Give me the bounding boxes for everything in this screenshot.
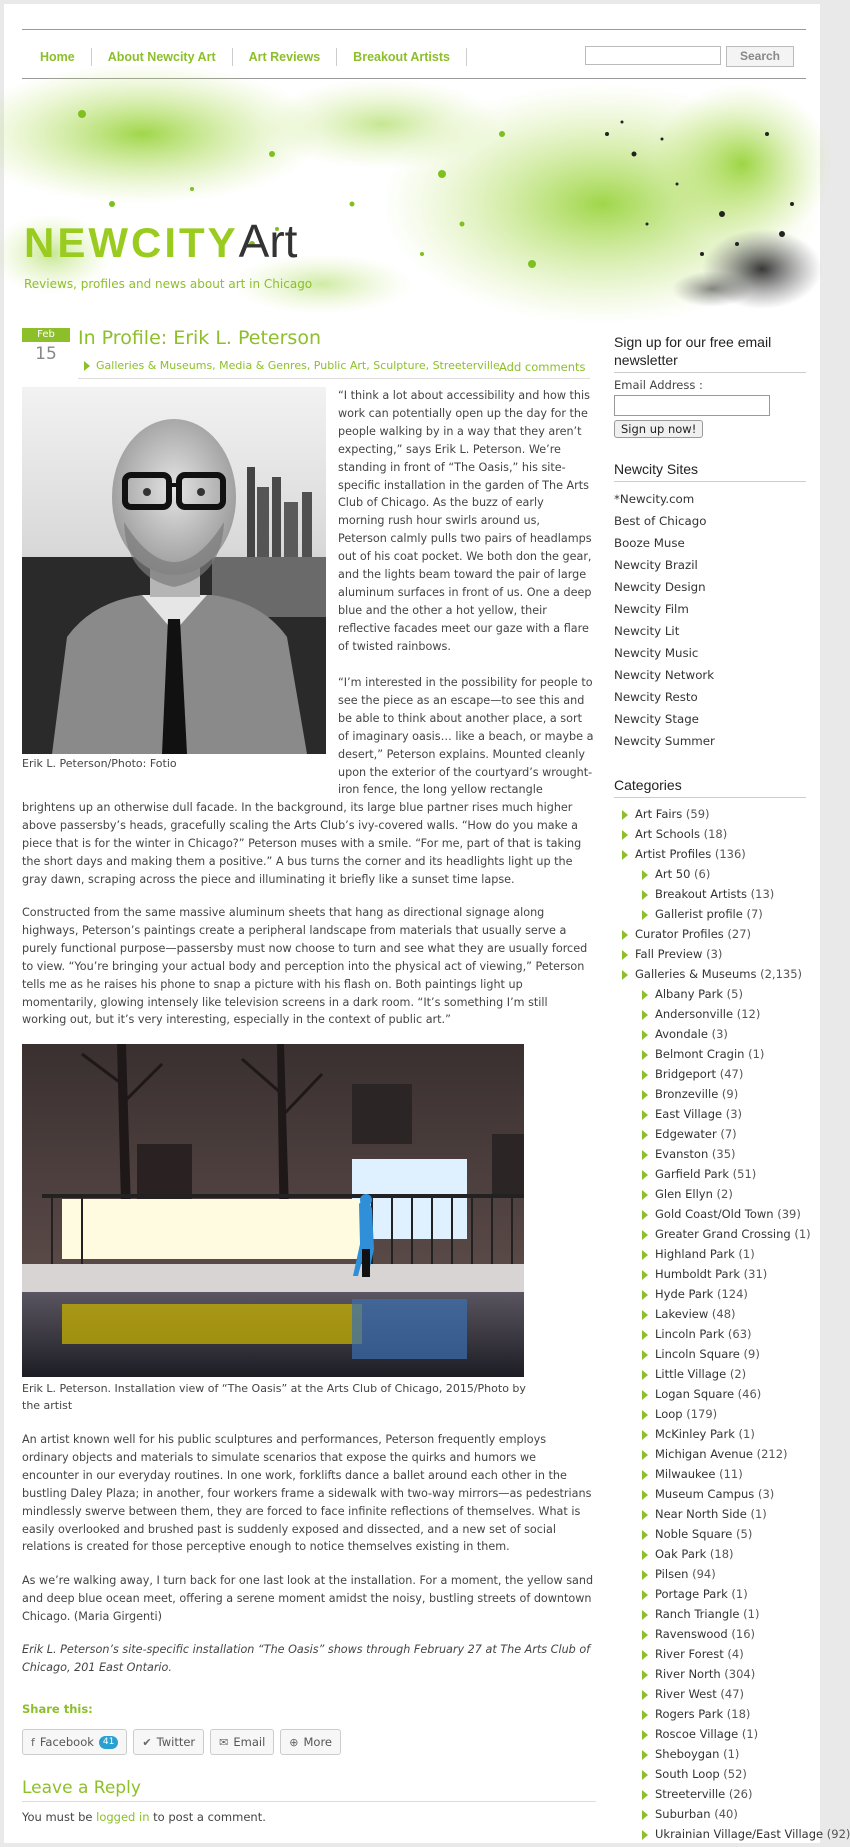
- category-count: (7): [716, 1127, 737, 1141]
- category-arrow-icon: [642, 1030, 648, 1040]
- share-buttons: [22, 1729, 341, 1755]
- category-item[interactable]: [614, 1384, 806, 1404]
- category-item[interactable]: [614, 1444, 806, 1464]
- category-name[interactable]: Art Schools: [635, 827, 700, 841]
- category-count: (16): [727, 1627, 755, 1641]
- category-item[interactable]: [614, 1404, 806, 1424]
- search-button[interactable]: Search: [726, 46, 794, 67]
- category-arrow-icon: [642, 1530, 648, 1540]
- category-name[interactable]: Edgewater: [655, 1127, 717, 1141]
- category-arrow-icon: [642, 1190, 648, 1200]
- category-arrow-icon: [642, 990, 648, 1000]
- site-link[interactable]: Newcity Music: [614, 646, 699, 660]
- site-link[interactable]: *Newcity.com: [614, 492, 695, 506]
- category-name[interactable]: Bridgeport: [655, 1067, 717, 1081]
- site-link[interactable]: Booze Muse: [614, 536, 685, 550]
- category-arrow-icon: [642, 1250, 648, 1260]
- category-name[interactable]: Near North Side: [655, 1507, 747, 1521]
- category-item[interactable]: [614, 1004, 806, 1024]
- category-arrow-icon: [642, 1110, 648, 1120]
- category-arrow-icon: [642, 1610, 648, 1620]
- category-count: (1): [744, 1047, 765, 1061]
- category-arrow-icon: [622, 830, 628, 840]
- category-count: (40): [710, 1807, 738, 1821]
- category-name[interactable]: Noble Square: [655, 1527, 733, 1541]
- category-count: (92): [823, 1827, 850, 1841]
- category-name[interactable]: River North: [655, 1667, 721, 1681]
- category-arrow-icon: [622, 950, 628, 960]
- paragraph-2-wrap: “I’m interested in the possibility for people to see the piece as an escape—to see this and be able to think about another place, a sort of imaginary oasis… like a beach, or maybe a desert,” Peterson explains. Mounted cleanly upon the exterior of the courtyard’s wrought-iron fence, the long yellow rectangle: [338, 676, 594, 797]
- category-name[interactable]: Fall Preview: [635, 947, 703, 961]
- category-arrow-icon: [642, 1490, 648, 1500]
- facebook-icon: f: [31, 1735, 35, 1749]
- newcity-sites: [614, 460, 806, 752]
- category-count: (9): [718, 1087, 739, 1101]
- category-arrow-icon: [642, 1370, 648, 1380]
- twitter-icon: ✔: [142, 1735, 152, 1749]
- category-count: (304): [720, 1667, 756, 1681]
- category-name[interactable]: Roscoe Village: [655, 1727, 739, 1741]
- category-count: (46): [734, 1387, 762, 1401]
- category-arrow-icon: [84, 361, 90, 371]
- login-link[interactable]: logged in: [96, 1810, 150, 1824]
- category-item[interactable]: [614, 1264, 806, 1284]
- category-count: (11): [715, 1467, 743, 1481]
- logo-art: Art: [238, 215, 298, 267]
- category-arrow-icon: [642, 1710, 648, 1720]
- category-arrow-icon: [642, 1590, 648, 1600]
- sites-list: [614, 488, 806, 752]
- portrait-caption: Erik L. Peterson/Photo: Fotio: [22, 757, 177, 770]
- category-arrow-icon: [642, 1470, 648, 1480]
- signup-button[interactable]: Sign up now!: [614, 420, 703, 438]
- category-name[interactable]: Art Fairs: [635, 807, 683, 821]
- site-link[interactable]: Newcity Resto: [614, 690, 698, 704]
- category-count: (1): [727, 1587, 748, 1601]
- email-icon: ✉: [219, 1735, 229, 1749]
- category-name[interactable]: Sheboygan: [655, 1747, 720, 1761]
- category-count: (5): [723, 987, 743, 1001]
- share-label: Share this:: [22, 1702, 93, 1716]
- category-arrow-icon: [642, 1050, 648, 1060]
- share-more-icon: ⊕: [289, 1735, 299, 1749]
- category-item[interactable]: [614, 904, 806, 924]
- category-item[interactable]: [614, 1164, 806, 1184]
- paragraph-1: “I think a lot about accessibility and how this work can potentially open up the day for the people walking by in a way that they aren’t expecting,” says Erik L. Peterson. We’re standing in front of “The Oasis,” his site-specific installation in the garden of The Arts Club of Chicago. As the buzz of early morning rush hour swirls around us, Peterson calmly pulls two pairs of headlamps out of his coat pocket. We both don the gear, and the lights beam toward the pair of large aluminum surfaces in front of us. One a deep blue and the other a hot yellow, their reflective facades meet our gaze with a flare of twisted rainbows.: [338, 389, 592, 653]
- category-item[interactable]: [614, 944, 806, 964]
- category-item[interactable]: [614, 1464, 806, 1484]
- category-arrow-icon: [642, 1210, 648, 1220]
- category-count: (179): [682, 1407, 718, 1421]
- category-item[interactable]: [614, 1684, 806, 1704]
- category-count: (47): [716, 1687, 744, 1701]
- category-count: (3): [754, 1487, 775, 1501]
- share-twitter-button[interactable]: [133, 1729, 204, 1755]
- category-count: (3): [702, 947, 723, 961]
- category-name[interactable]: Streeterville: [655, 1787, 726, 1801]
- category-item[interactable]: [614, 864, 806, 884]
- category-arrow-icon: [642, 1390, 648, 1400]
- facebook-label: Facebook: [39, 1735, 94, 1749]
- category-item[interactable]: [614, 824, 806, 844]
- category-count: (59): [682, 807, 710, 821]
- category-item[interactable]: [614, 1704, 806, 1724]
- category-arrow-icon: [642, 1690, 648, 1700]
- category-name[interactable]: Portage Park: [655, 1587, 728, 1601]
- paragraph-2-full: brightens up an otherwise dull facade. In the background, its large blue partner rises much higher above passersby’s heads, gracefully scaling the Arts Club’s ivy-covered walls. “How do you make a piece that is for the winter in Chicago?” Peterson muses with a smile. “For me, part of that is taking the short days and making them a positive.” A bus turns the corner and its headlights light up the gray dawn, scraping across the piece and illuminating it briefly like a sunset time lapse.: [22, 801, 582, 886]
- category-name[interactable]: South Loop: [655, 1767, 720, 1781]
- category-item[interactable]: [614, 1244, 806, 1264]
- category-count: (1): [790, 1227, 811, 1241]
- category-item[interactable]: [614, 924, 806, 944]
- paragraph-3: Constructed from the same massive aluminum sheets that hang as directional signage along highways, Peterson’s paintings create a peripheral landscape from materials that usually serve a purely functional purpose—passersby must now choose to turn and see what they are usually forced to view. “You’re bringing your actual body and perception into the physical act of viewing,” Peterson tells me as he raises his phone to snap a picture with his flash on. Both paintings light up momentarily, glowing intensely like television screens in a dark room. “It’s something I’m still working out, but it’s very interesting, especially in the context of public art.”: [22, 906, 588, 1027]
- category-item[interactable]: [614, 1524, 806, 1544]
- post-title[interactable]: In Profile: Erik L. Peterson: [78, 327, 321, 349]
- reply-text-before: You must be: [22, 1810, 97, 1824]
- category-arrow-icon: [642, 1750, 648, 1760]
- category-item[interactable]: [614, 1304, 806, 1324]
- category-name[interactable]: Little Village: [655, 1367, 727, 1381]
- category-item[interactable]: [614, 1664, 806, 1684]
- category-name[interactable]: Hyde Park: [655, 1287, 714, 1301]
- category-name[interactable]: Curator Profiles: [635, 927, 724, 941]
- category-name[interactable]: Bronzeville: [655, 1087, 719, 1101]
- category-name[interactable]: Artist Profiles: [635, 847, 712, 861]
- share-facebook-button[interactable]: [22, 1729, 127, 1755]
- category-count: (1): [734, 1247, 755, 1261]
- category-item[interactable]: [614, 1504, 806, 1524]
- newsletter-heading: Sign up for our free email newsletter: [614, 333, 806, 373]
- category-arrow-icon: [642, 1810, 648, 1820]
- category-name[interactable]: Lakeview: [655, 1307, 709, 1321]
- post-day: 15: [35, 344, 57, 364]
- category-arrow-icon: [642, 1150, 648, 1160]
- category-item[interactable]: [614, 1064, 806, 1084]
- category-count: (47): [716, 1067, 744, 1081]
- category-name[interactable]: Logan Square: [655, 1387, 735, 1401]
- category-arrow-icon: [642, 1090, 648, 1100]
- category-count: (3): [722, 1107, 743, 1121]
- category-item[interactable]: [614, 1564, 806, 1584]
- category-arrow-icon: [622, 810, 628, 820]
- category-count: (39): [773, 1207, 801, 1221]
- category-name[interactable]: Belmont Cragin: [655, 1047, 745, 1061]
- category-name[interactable]: Breakout Artists: [655, 887, 748, 901]
- twitter-label: Twitter: [156, 1735, 196, 1749]
- category-name[interactable]: Museum Campus: [655, 1487, 755, 1501]
- category-count: (63): [724, 1327, 752, 1341]
- nav-about[interactable]: About Newcity Art: [92, 48, 233, 66]
- category-arrow-icon: [642, 910, 648, 920]
- category-item[interactable]: [614, 1644, 806, 1664]
- post-categories-text[interactable]: Galleries & Museums, Media & Genres, Public Art, Sculpture, Streeterville: [96, 359, 500, 372]
- category-name[interactable]: Andersonville: [655, 1007, 734, 1021]
- top-divider: [22, 29, 806, 30]
- share-more-button[interactable]: [280, 1729, 341, 1755]
- nav-breakout-artists[interactable]: Breakout Artists: [337, 48, 467, 66]
- category-item[interactable]: [614, 1484, 806, 1504]
- category-count: (12): [733, 1007, 761, 1021]
- email-label: Email Address :: [614, 378, 703, 392]
- sites-heading: Newcity Sites: [614, 460, 806, 482]
- category-name[interactable]: Loop: [655, 1407, 683, 1421]
- category-item[interactable]: [614, 804, 806, 824]
- category-item[interactable]: [614, 1184, 806, 1204]
- category-count: (31): [740, 1267, 768, 1281]
- category-item[interactable]: [614, 1024, 806, 1044]
- category-count: (52): [719, 1767, 747, 1781]
- add-comments-link[interactable]: Add comments: [499, 360, 586, 374]
- category-count: (9): [739, 1347, 760, 1361]
- category-arrow-icon: [622, 970, 628, 980]
- category-count: (2,135): [756, 967, 803, 981]
- category-item[interactable]: [614, 1044, 806, 1064]
- category-name[interactable]: Albany Park: [655, 987, 724, 1001]
- category-arrow-icon: [642, 1010, 648, 1020]
- category-arrow-icon: [642, 1290, 648, 1300]
- category-count: (212): [752, 1447, 788, 1461]
- site-link[interactable]: Newcity Brazil: [614, 558, 698, 572]
- category-item[interactable]: [614, 1364, 806, 1384]
- category-arrow-icon: [642, 1830, 648, 1840]
- category-arrow-icon: [642, 1130, 648, 1140]
- category-count: (5): [732, 1527, 753, 1541]
- category-count: (27): [723, 927, 752, 941]
- category-count: (18): [723, 1707, 751, 1721]
- search-input[interactable]: [585, 46, 721, 65]
- page: [4, 4, 850, 1843]
- site-link[interactable]: Newcity Summer: [614, 734, 715, 748]
- category-count: (6): [690, 867, 711, 881]
- category-item[interactable]: [614, 1324, 806, 1344]
- category-item[interactable]: [614, 1144, 806, 1164]
- category-name[interactable]: Rogers Park: [655, 1707, 724, 1721]
- category-name[interactable]: Garfield Park: [655, 1167, 730, 1181]
- email-label: Email: [233, 1735, 266, 1749]
- category-name[interactable]: Gold Coast/Old Town: [655, 1207, 774, 1221]
- category-name[interactable]: McKinley Park: [655, 1427, 735, 1441]
- post-date: [22, 328, 70, 366]
- category-name[interactable]: Gallerist profile: [655, 907, 743, 921]
- site-link[interactable]: Best of Chicago: [614, 514, 707, 528]
- category-name[interactable]: Suburban: [655, 1807, 711, 1821]
- site-tagline: Reviews, profiles and news about art in Chicago: [24, 277, 313, 291]
- logo-newcity: NEWCITY: [24, 219, 239, 266]
- reply-text-after: to post a comment.: [149, 1810, 266, 1824]
- category-name[interactable]: Ravenswood: [655, 1627, 728, 1641]
- installation-caption: Erik L. Peterson. Installation view of “The Oasis” at the Arts Club of Chicago, 2015/Photo by the artist: [22, 1382, 526, 1412]
- category-count: (48): [708, 1307, 736, 1321]
- facebook-count: 41: [99, 1736, 118, 1749]
- category-count: (1): [738, 1727, 759, 1741]
- category-item[interactable]: [614, 844, 806, 864]
- sidebar: [614, 333, 850, 1844]
- category-arrow-icon: [642, 1070, 648, 1080]
- category-count: (1): [739, 1607, 760, 1621]
- header-paint-splatter: [22, 94, 806, 304]
- nav-art-reviews[interactable]: Art Reviews: [233, 48, 338, 66]
- category-name[interactable]: Michigan Avenue: [655, 1447, 753, 1461]
- site-link[interactable]: Newcity Lit: [614, 624, 680, 638]
- paragraph-4: An artist known well for his public sculptures and performances, Peterson frequently employs ordinary objects and materials to simulate scenarios that expose the quirks and humors we encounter in our everyday routines. In one work, forklifts dance a ballet around each other in the bustling Daley Plaza; in another, four workers frame a sidewalk with two-way mirrors—as pedestrians mindlessly swerve between them, they are forced to face infinite reflections of themselves. What is easily overlooked and brushed past is suddenly exposed and dissected, and a new set of social relations is created for those perceptive enough to notice themselves existing in them.: [22, 1433, 592, 1554]
- category-arrow-icon: [642, 870, 648, 880]
- category-arrow-icon: [622, 850, 628, 860]
- share-email-button[interactable]: [210, 1729, 274, 1755]
- site-link[interactable]: Newcity Design: [614, 580, 706, 594]
- category-item[interactable]: [614, 1544, 806, 1564]
- category-arrow-icon: [642, 1790, 648, 1800]
- category-count: (35): [708, 1147, 736, 1161]
- category-arrow-icon: [642, 1670, 648, 1680]
- category-count: (1): [734, 1427, 755, 1441]
- site-link[interactable]: Newcity Film: [614, 602, 689, 616]
- category-arrow-icon: [642, 1230, 648, 1240]
- category-arrow-icon: [642, 1570, 648, 1580]
- portrait-photo: [22, 387, 326, 754]
- category-arrow-icon: [642, 1510, 648, 1520]
- category-name[interactable]: Evanston: [655, 1147, 709, 1161]
- category-name[interactable]: Glen Ellyn: [655, 1187, 713, 1201]
- category-item[interactable]: [614, 1764, 806, 1784]
- exhibition-note: Erik L. Peterson’s site-specific installation “The Oasis” shows through February 27 at The Arts Club of Chicago, 201 East Ontario.: [22, 1643, 591, 1674]
- category-name[interactable]: Humboldt Park: [655, 1267, 740, 1281]
- reply-divider: [22, 1801, 596, 1802]
- category-arrow-icon: [642, 1730, 648, 1740]
- category-name[interactable]: Oak Park: [655, 1547, 707, 1561]
- category-count: (2): [726, 1367, 747, 1381]
- category-arrow-icon: [642, 1650, 648, 1660]
- category-count: (13): [747, 887, 775, 901]
- category-count: (1): [746, 1507, 767, 1521]
- main-nav: [22, 44, 467, 70]
- category-count: (51): [729, 1167, 757, 1181]
- category-name[interactable]: Ukrainian Village/East Village: [655, 1827, 824, 1841]
- category-arrow-icon: [642, 1770, 648, 1780]
- category-name[interactable]: Avondale: [655, 1027, 708, 1041]
- category-item[interactable]: [614, 1124, 806, 1144]
- category-item[interactable]: [614, 884, 806, 904]
- category-item[interactable]: [614, 1724, 806, 1744]
- category-arrow-icon: [642, 1310, 648, 1320]
- category-arrow-icon: [642, 1270, 648, 1280]
- newsletter-email-input[interactable]: [614, 395, 770, 416]
- category-count: (3): [707, 1027, 728, 1041]
- category-item[interactable]: [614, 1344, 806, 1364]
- category-item[interactable]: [614, 1744, 806, 1764]
- category-arrow-icon: [642, 1170, 648, 1180]
- site-link[interactable]: Newcity Stage: [614, 712, 699, 726]
- reply-notice: [22, 1810, 266, 1824]
- category-name[interactable]: River West: [655, 1687, 717, 1701]
- category-name[interactable]: Galleries & Museums: [635, 967, 757, 981]
- post-meta-divider: [78, 378, 590, 379]
- category-count: (7): [742, 907, 763, 921]
- reply-heading: Leave a Reply: [22, 1778, 141, 1798]
- installation-photo: [22, 1044, 524, 1377]
- category-item[interactable]: [614, 1204, 806, 1224]
- categories-heading: Categories: [614, 776, 806, 798]
- category-count: (2): [712, 1187, 733, 1201]
- category-count: (124): [713, 1287, 748, 1301]
- category-item[interactable]: [614, 1104, 806, 1124]
- categories: [614, 776, 850, 1844]
- site-logo[interactable]: [24, 216, 297, 268]
- category-name[interactable]: River Forest: [655, 1647, 724, 1661]
- category-count: (18): [706, 1547, 734, 1561]
- category-item[interactable]: [614, 1424, 806, 1444]
- category-item[interactable]: [614, 1584, 806, 1604]
- category-count: (94): [688, 1567, 716, 1581]
- category-count: (136): [711, 847, 746, 861]
- categories-list: [614, 804, 850, 1844]
- category-count: (1): [719, 1747, 740, 1761]
- category-arrow-icon: [642, 890, 648, 900]
- category-name[interactable]: Greater Grand Crossing: [655, 1227, 791, 1241]
- category-item[interactable]: [614, 1624, 806, 1644]
- category-name[interactable]: Highland Park: [655, 1247, 735, 1261]
- category-name[interactable]: Lincoln Park: [655, 1327, 725, 1341]
- category-name[interactable]: East Village: [655, 1107, 723, 1121]
- category-arrow-icon: [642, 1350, 648, 1360]
- category-count: (4): [723, 1647, 744, 1661]
- category-arrow-icon: [642, 1450, 648, 1460]
- category-arrow-icon: [622, 930, 628, 940]
- category-item[interactable]: [614, 1224, 811, 1244]
- category-name[interactable]: Ranch Triangle: [655, 1607, 740, 1621]
- category-name[interactable]: Pilsen: [655, 1567, 689, 1581]
- category-item[interactable]: [614, 1804, 806, 1824]
- site-header: [22, 94, 806, 304]
- category-arrow-icon: [642, 1630, 648, 1640]
- paragraph-5: As we’re walking away, I turn back for one last look at the installation. For a moment, the yellow sand and deep blue ocean meet, offering a serene moment amidst the noisy, bustling streets of downtown Chicago. (Maria Girgenti): [22, 1574, 594, 1623]
- category-arrow-icon: [642, 1430, 648, 1440]
- category-name[interactable]: Lincoln Square: [655, 1347, 740, 1361]
- post-month: Feb: [22, 328, 70, 342]
- category-arrow-icon: [642, 1410, 648, 1420]
- category-item[interactable]: [614, 1784, 806, 1804]
- category-item[interactable]: [614, 1604, 806, 1624]
- category-item[interactable]: [614, 984, 806, 1004]
- category-count: (26): [725, 1787, 753, 1801]
- category-item[interactable]: [614, 1284, 806, 1304]
- category-item[interactable]: [614, 964, 806, 984]
- category-count: (18): [699, 827, 728, 841]
- more-label: More: [303, 1735, 332, 1749]
- category-arrow-icon: [642, 1330, 648, 1340]
- category-name[interactable]: Milwaukee: [655, 1467, 716, 1481]
- category-item[interactable]: [614, 1084, 806, 1104]
- nav-home[interactable]: Home: [22, 48, 92, 66]
- category-item[interactable]: [614, 1824, 850, 1844]
- category-arrow-icon: [642, 1550, 648, 1560]
- category-name[interactable]: Art 50: [655, 867, 691, 881]
- site-link[interactable]: Newcity Network: [614, 668, 715, 682]
